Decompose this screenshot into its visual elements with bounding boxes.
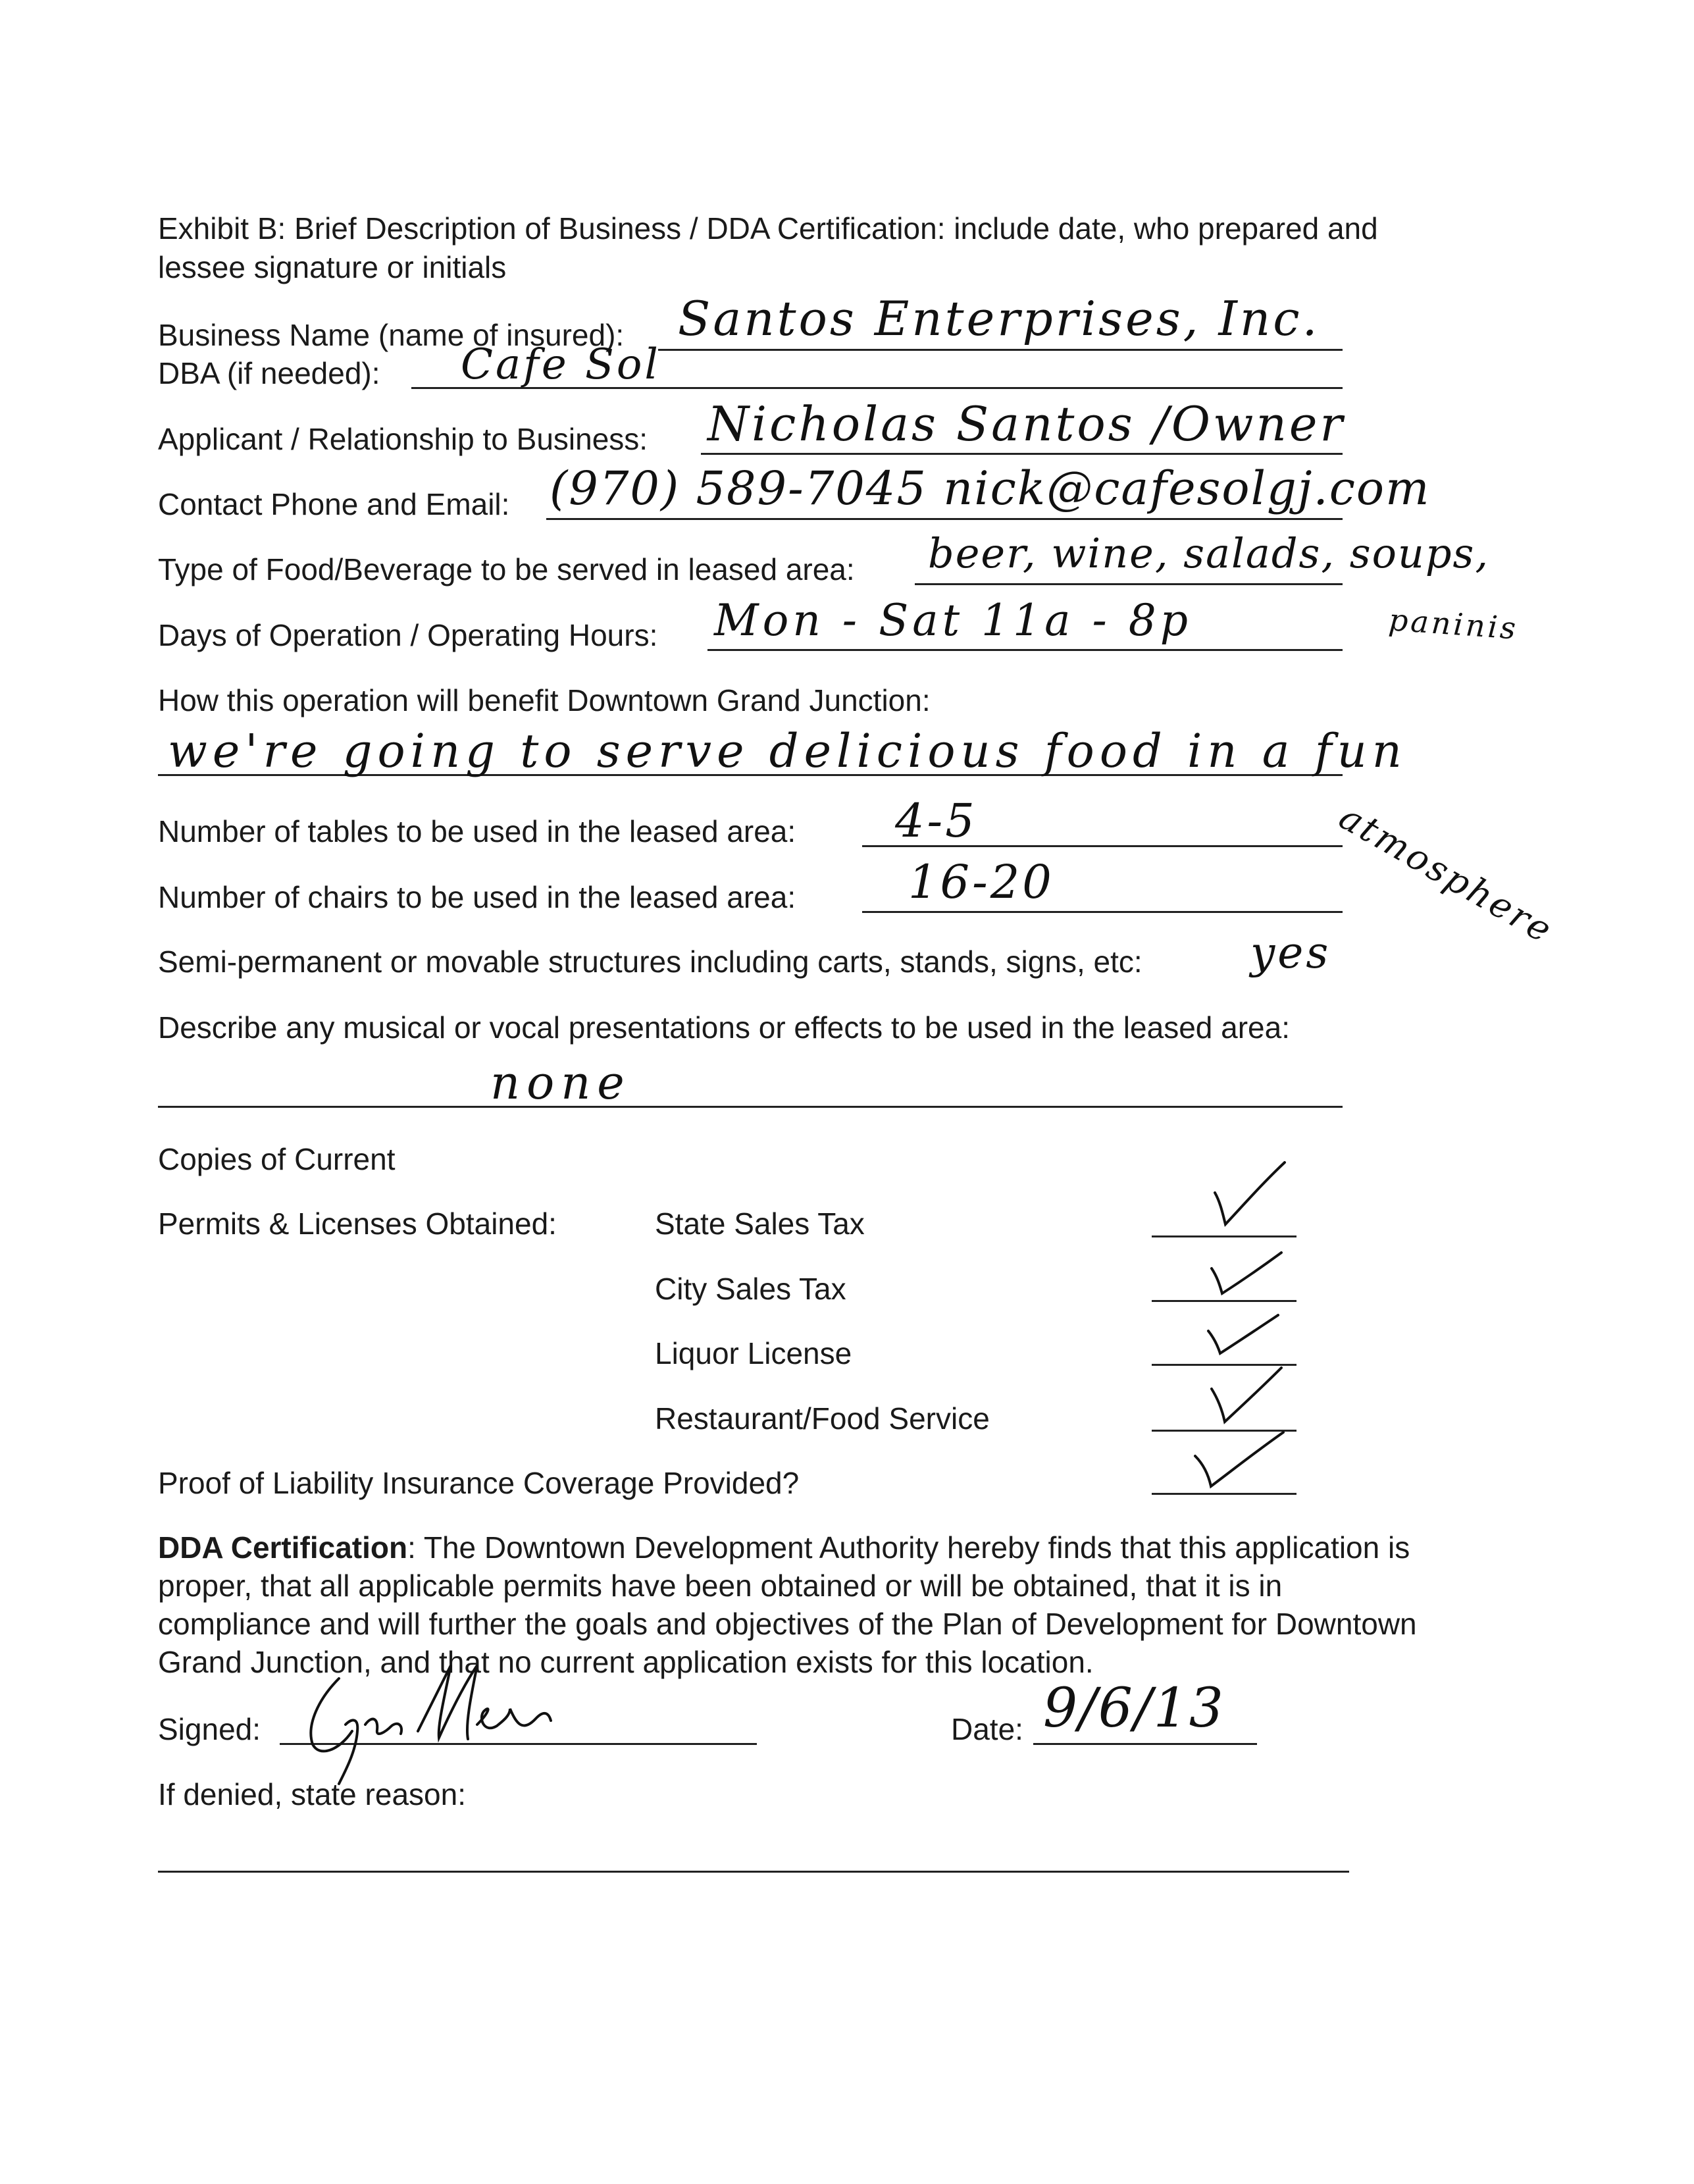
food-field-extra: paninis [1387, 602, 1520, 646]
exhibit-heading: Exhibit B: Brief Description of Business / DDA Certification: include date, who prepared and [158, 211, 1378, 246]
copies-label: Copies of Current [158, 1142, 396, 1176]
date-line [1033, 1743, 1257, 1745]
liability-label: Proof of Liability Insurance Coverage Provided? [158, 1466, 800, 1500]
liability-line [1152, 1493, 1296, 1495]
permit-item-state-sales-tax: State Sales Tax [655, 1207, 865, 1241]
chairs-label: Number of chairs to be used in the leased area: [158, 880, 796, 914]
denied-line [158, 1871, 1349, 1873]
certification-line-1 [158, 1532, 1410, 1563]
permit-line-2 [1152, 1300, 1296, 1302]
certification-title: DDA Certification [158, 1530, 408, 1565]
food-label: Type of Food/Beverage to be served in leased area: [158, 552, 855, 586]
applicant-label: Applicant / Relationship to Business: [158, 422, 648, 456]
benefit-field[interactable]: we're going to serve delicious food in a fun [168, 724, 1407, 778]
permits-obtained-label: Permits & Licenses Obtained: [158, 1207, 557, 1241]
signature-image[interactable] [293, 1652, 635, 1797]
signed-label: Signed: [158, 1712, 261, 1746]
tables-field[interactable]: 4-5 [895, 794, 977, 848]
permit-item-restaurant-food-service: Restaurant/Food Service [655, 1401, 990, 1436]
permit-item-liquor-license: Liquor License [655, 1336, 852, 1370]
benefit-field-extra: atmosphere [1332, 796, 1561, 952]
certification-line-3: compliance and will further the goals and objectives of the Plan of Development for Downtown [158, 1607, 1417, 1641]
permit-line-1 [1152, 1235, 1296, 1237]
applicant-field[interactable]: Nicholas Santos /Owner [707, 396, 1345, 452]
certification-line-4: Grand Junction, and that no current application exists for this location. [158, 1645, 1094, 1679]
contact-field[interactable]: (970) 589-7045 nick@cafesolgj.com [550, 461, 1431, 515]
structures-label: Semi-permanent or movable structures including carts, stands, signs, etc: [158, 945, 1142, 979]
chairs-line [862, 911, 1343, 913]
exhibit-heading-cont: lessee signature or initials [158, 250, 507, 284]
music-field[interactable]: none [490, 1056, 631, 1110]
music-label: Describe any musical or vocal presentations or effects to be used in the leased area: [158, 1010, 1290, 1045]
chairs-field[interactable]: 16-20 [908, 855, 1054, 909]
certification-line-2: proper, that all applicable permits have been obtained or will be obtained, that it is in [158, 1569, 1283, 1603]
food-field[interactable]: beer, wine, salads, soups, [928, 529, 1490, 577]
food-line [915, 583, 1343, 585]
contact-label: Contact Phone and Email: [158, 487, 510, 521]
contact-line [546, 518, 1343, 520]
checkmark-icon[interactable] [1208, 1247, 1287, 1300]
checkmark-icon[interactable] [1204, 1309, 1283, 1361]
structures-field[interactable]: yes [1250, 927, 1331, 978]
days-field[interactable]: Mon - Sat 11a - 8p [714, 595, 1192, 646]
checkmark-icon[interactable] [1191, 1427, 1290, 1493]
date-label: Date: [951, 1712, 1023, 1746]
permit-item-city-sales-tax: City Sales Tax [655, 1272, 846, 1306]
applicant-line [701, 453, 1343, 455]
checkmark-icon[interactable] [1208, 1363, 1287, 1428]
days-line [707, 649, 1343, 651]
denied-label: If denied, state reason: [158, 1777, 466, 1811]
business-name-line [658, 349, 1343, 351]
dba-label: DBA (if needed): [158, 356, 380, 390]
checkmark-icon[interactable] [1211, 1158, 1290, 1231]
business-name-label: Business Name (name of insured): [158, 318, 625, 352]
tables-label: Number of tables to be used in the leased area: [158, 814, 796, 848]
business-name-field[interactable]: Santos Enterprises, Inc. [678, 291, 1320, 346]
benefit-label: How this operation will benefit Downtown Grand Junction: [158, 683, 931, 717]
date-field[interactable]: 9/6/13 [1043, 1677, 1225, 1740]
certification-text-1: : The Downtown Development Authority hereby finds that this application is [407, 1530, 1410, 1565]
music-line [158, 1106, 1343, 1108]
days-label: Days of Operation / Operating Hours: [158, 618, 658, 652]
dba-field[interactable]: Cafe Sol [461, 340, 661, 389]
